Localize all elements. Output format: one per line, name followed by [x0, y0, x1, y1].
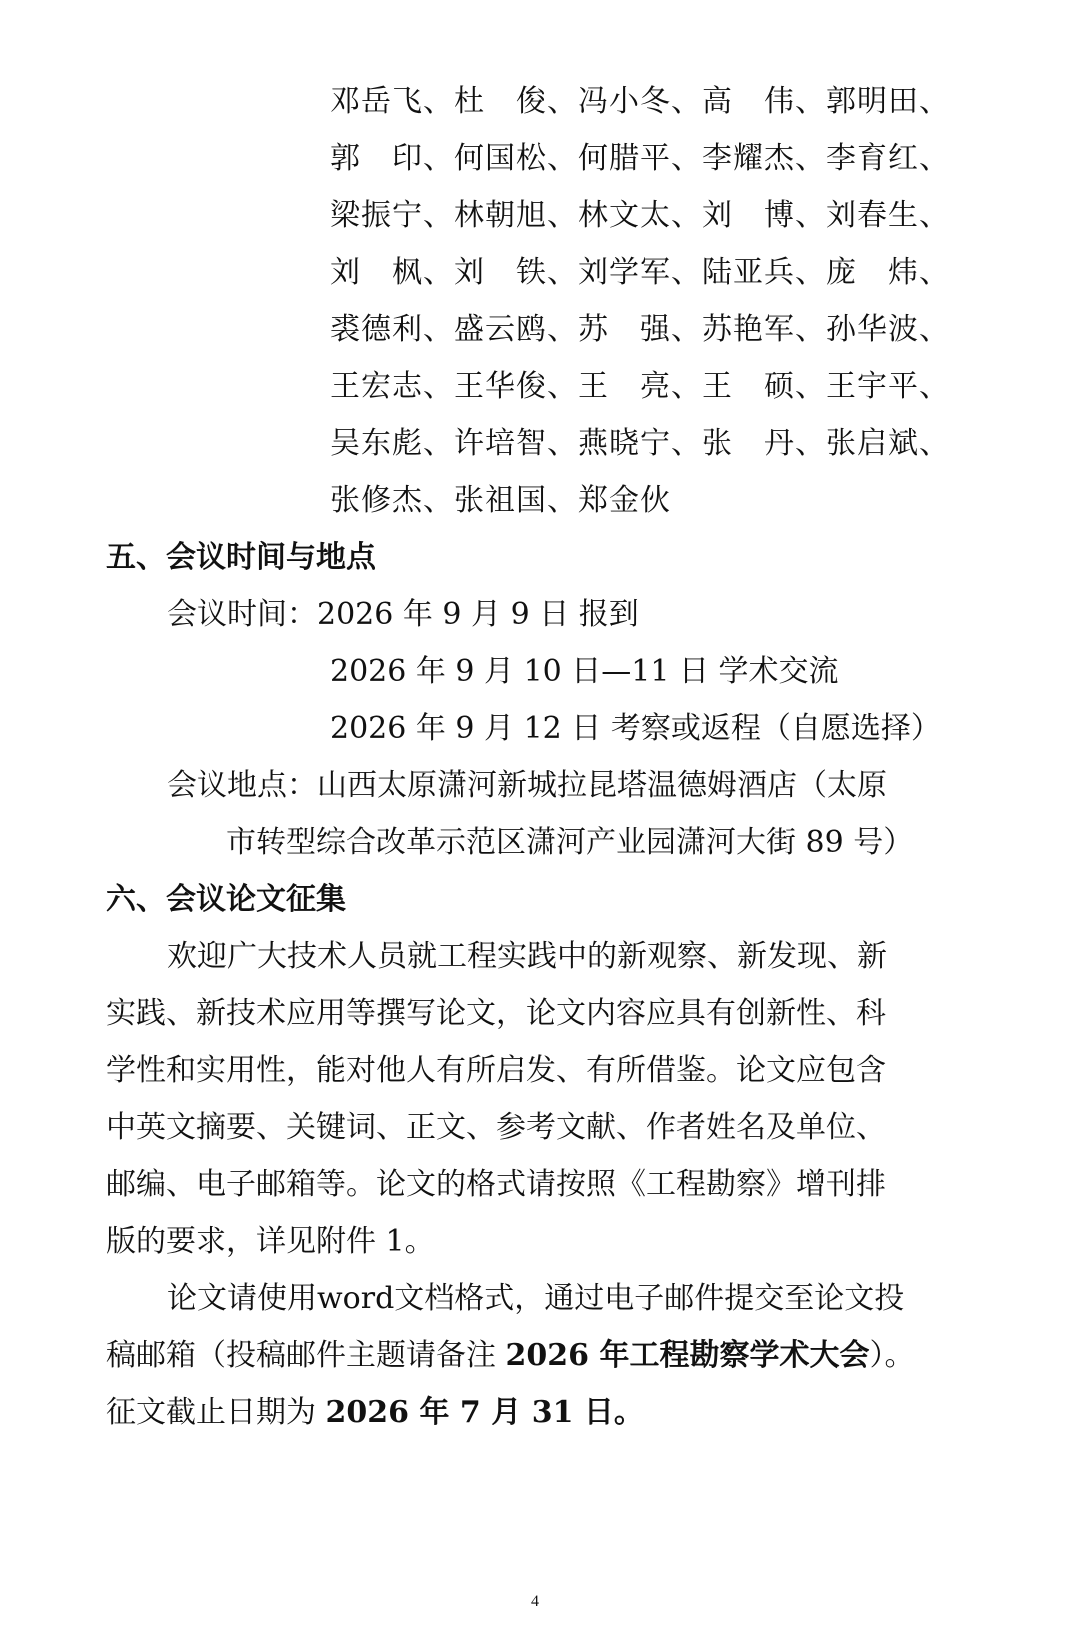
paragraph-line: 欢迎广大技术人员就工程实践中的新观察、新发现、新: [167, 939, 887, 974]
meeting-venue-line1: 会议地点：山西太原潇河新城拉昆塔温德姆酒店（太原: [167, 768, 887, 803]
meeting-time-label: 会议时间：: [167, 597, 317, 632]
meeting-time-row: [167, 595, 1070, 635]
paragraph-line: 学性和实用性，能对他人有所启发、有所借鉴。论文应包含: [106, 1053, 886, 1088]
section-heading-papers: 六、会议论文征集: [106, 882, 346, 917]
submission-text: 稿邮箱（投稿邮件主题请备注: [106, 1338, 506, 1373]
meeting-time-exchange: 2026 年 9 月 10 日—11 日 学术交流: [330, 654, 839, 689]
deadline-date: 2026 年 7 月 31 日。: [325, 1395, 644, 1430]
name-list-line: 刘 枫、刘 铁、刘学军、陆亚兵、庞 炜、: [330, 255, 950, 290]
name-list-line: 裘德利、盛云鸥、苏 强、苏艳军、孙华波、: [330, 312, 950, 347]
meeting-venue-line2: 市转型综合改革示范区潇河产业园潇河大街 89 号）: [226, 825, 914, 860]
paragraph-line: 中英文摘要、关键词、正文、参考文献、作者姓名及单位、: [106, 1110, 886, 1145]
paragraph-line: 邮编、电子邮箱等。论文的格式请按照《工程勘察》增刊排: [106, 1167, 886, 1202]
name-list-line: 吴东彪、许培智、燕晓宁、张 丹、张启斌、: [330, 426, 950, 461]
paragraph-line: 实践、新技术应用等撰写论文，论文内容应具有创新性、科: [106, 996, 886, 1031]
page-number: 4: [531, 1593, 539, 1610]
name-list-line: 张修杰、张祖国、郑金伙: [330, 483, 671, 518]
submission-text-end: ）。: [869, 1338, 915, 1373]
name-list-line: 邓岳飞、杜 俊、冯小冬、高 伟、郭明田、: [330, 84, 950, 119]
paragraph-line: 版的要求，详见附件 1。: [106, 1224, 435, 1259]
meeting-time-registration: 2026 年 9 月 9 日 报到: [317, 597, 639, 632]
deadline-text: 征文截止日期为: [106, 1395, 326, 1430]
name-list-line: 郭 印、何国松、何腊平、李耀杰、李育红、: [330, 141, 950, 176]
paragraph-line-deadline: [106, 1393, 966, 1433]
meeting-time-tour: 2026 年 9 月 12 日 考察或返程（自愿选择）: [330, 711, 941, 746]
paragraph-line-submission: [106, 1336, 966, 1376]
section-heading-time-venue: 五、会议时间与地点: [106, 540, 376, 575]
paragraph-line: 论文请使用word文档格式，通过电子邮件提交至论文投: [167, 1281, 905, 1316]
submission-subject: 2026 年工程勘察学术大会: [505, 1338, 870, 1373]
name-list-line: 王宏志、王华俊、王 亮、王 硕、王宇平、: [330, 369, 950, 404]
name-list-line: 梁振宁、林朝旭、林文太、刘 博、刘春生、: [330, 198, 950, 233]
